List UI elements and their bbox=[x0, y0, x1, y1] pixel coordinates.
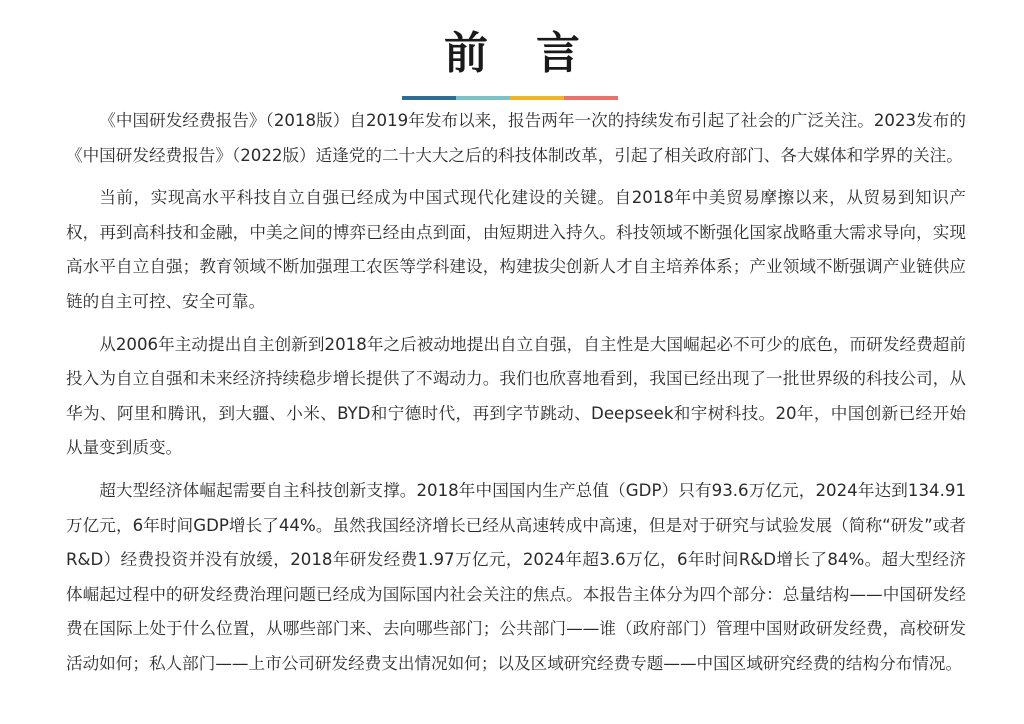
divider-segment-yellow bbox=[510, 96, 564, 100]
body-text bbox=[66, 104, 966, 690]
title-divider bbox=[402, 96, 618, 100]
paragraph-4: 超大型经济体崛起需要自主科技创新支撑。2018年中国国内生产总值（GDP）只有93.6万亿元，2024年达到134.91万亿元，6年时间GDP增长了44%。虽然我国经济增长已经从高速转成中高速，但是对于研究与试验发展（简称“研发”或者R&D）经费投资并没有放缓，2018年研发经费1.97万亿元，2024年超3.6万亿，6年时间R&D增长了84%。超大型经济体崛起过程中的研发经费治理问题已经成为国际国内社会关注的焦点。本报告主体分为四个部分：总量结构——中国研发经费在国际上处于什么位置，从哪些部门来、去向哪些部门；公共部门——谁（政府部门）管理中国财政研发经费，高校研发活动如何；私人部门——上市公司研发经费支出情况如何；以及区域研究经费专题——中国区域研究经费的结构分布情况。 bbox=[66, 480, 966, 673]
divider-segment-teal bbox=[456, 96, 510, 100]
page-title: 前言 bbox=[444, 28, 628, 79]
paragraph-3: 从2006年主动提出自主创新到2018年之后被动地提出自立自强，自主性是大国崛起必不可少的底色，而研发经费超前投入为自立自强和未来经济持续稳步增长提供了不竭动力。我们也欣喜地看到，我国已经出现了一批世界级的科技公司，从华为、阿里和腾讯，到大疆、小米、BYD和宁德时代，再到字节跳动、Deepseek和宇树科技。20年，中国创新已经开始从量变到质变。 bbox=[66, 334, 966, 458]
divider-segment-blue bbox=[402, 96, 456, 100]
divider-segment-coral bbox=[564, 96, 618, 100]
paragraph-1: 《中国研发经费报告》（2018版）自2019年发布以来，报告两年一次的持续发布引起了社会的广泛关注。2023发布的《中国研发经费报告》（2022版）适逢党的二十大大之后的科技体制改革，引起了相关政府部门、各大媒体和学界的关注。 bbox=[66, 111, 966, 165]
paragraph-2: 当前，实现高水平科技自立自强已经成为中国式现代化建设的关键。自2018年中美贸易摩擦以来，从贸易到知识产权，再到高科技和金融，中美之间的博弈已经由点到面，由短期进入持久。科技领域不断强化国家战略重大需求导向，实现高水平自立自强；教育领域不断加强理工农医等学科建设，构建拔尖创新人才自主培养体系；产业领域不断强调产业链供应链的自主可控、安全可靠。 bbox=[66, 188, 966, 311]
